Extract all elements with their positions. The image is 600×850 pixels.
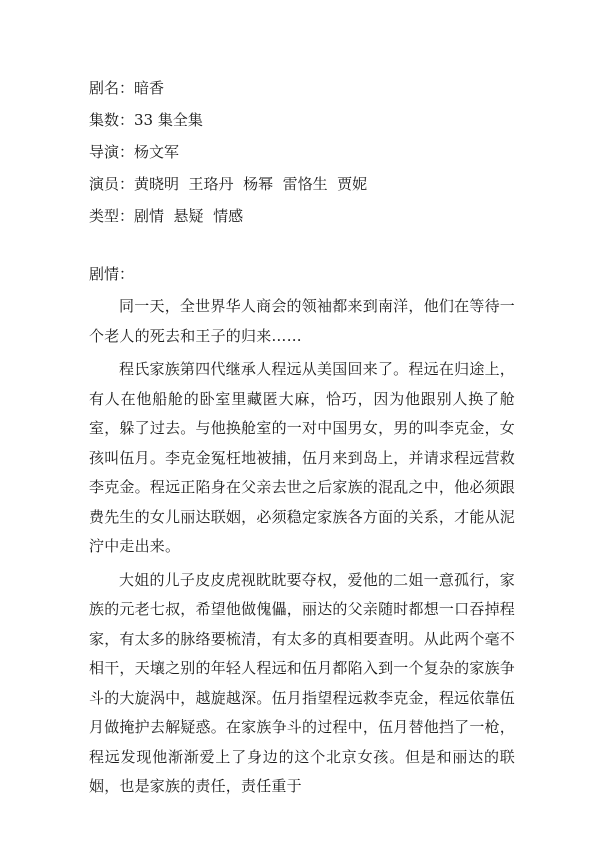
meta-label: 集数： [89, 111, 135, 129]
meta-value: 剧情 悬疑 情感 [134, 207, 244, 225]
meta-title [89, 78, 515, 98]
meta-label: 导演： [89, 143, 135, 161]
meta-episodes [89, 110, 515, 130]
meta-label: 类型： [89, 207, 135, 225]
section-spacer [89, 238, 515, 264]
plot-paragraph-3: 大姐的儿子皮皮虎视眈眈要夺权，爱他的二姐一意孤行，家族的元老七叔，希望他做傀儡，丽达的父亲随时都想一口吞掉程家，有太多的脉络要梳清，有太多的真相要查明。从此两个毫不相干，天壤之别的年轻人程远和伍月都陷入到一个复杂的家族争斗的大旋涡中，越旋越深。伍月指望程远救李克金，程远依靠伍月做掩护去解疑惑。在家族争斗的过程中，伍月替他挡了一枪，程远发现他渐渐爱上了身边的这个北京女孩。但是和丽达的联姻，也是家族的责任，责任重于 [89, 570, 515, 795]
meta-value: 暗香 [134, 79, 165, 97]
plot-heading: 剧情： [89, 265, 135, 283]
meta-director [89, 142, 515, 162]
document-page [89, 78, 515, 806]
meta-value: 杨文军 [134, 143, 180, 161]
plot-paragraph-2: 程氏家族第四代继承人程远从美国回来了。程远在归途上，有人在他船舱的卧室里藏匿大麻，恰巧，因为他跟别人换了舱室，躲了过去。与他换舱室的一对中国男女，男的叫李克金，女孩叫伍月。李克金冤枉地被捕，伍月来到岛上，并请求程远营救李克金。程远正陷身在父亲去世之后家族的混乱之中，他必须跟费先生的女儿丽达联姻，必须稳定家族各方面的关系，才能从泥泞中走出来。 [89, 360, 515, 555]
meta-value: 33 集全集 [134, 111, 203, 129]
meta-label: 演员： [89, 175, 135, 193]
meta-label: 剧名： [89, 79, 135, 97]
meta-genre [89, 206, 515, 226]
meta-cast [89, 174, 515, 194]
meta-value: 黄晓明 王珞丹 杨幂 雷恪生 贾妮 [134, 175, 368, 193]
plot-paragraph-1: 同一天，全世界华人商会的领袖都来到南洋，他们在等待一个老人的死去和王子的归来…… [89, 297, 515, 345]
